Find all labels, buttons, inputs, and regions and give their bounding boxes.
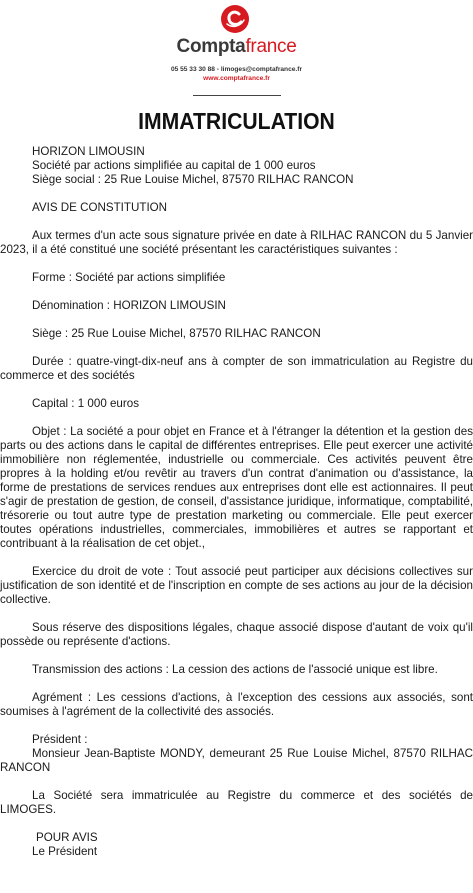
signature-president: Le Président xyxy=(32,845,98,858)
paragraph-intro: Aux termes d'un acte sous signature privée en date à RILHAC RANCON du 5 Janvier 2023, il a été constitué une société présentant les caractéristiques suivantes : xyxy=(0,229,473,256)
brand-part-1: Compta xyxy=(176,36,246,57)
notice-heading: AVIS DE CONSTITUTION xyxy=(32,201,168,214)
signature-pour-avis: POUR AVIS xyxy=(36,831,98,844)
paragraph-forme: Forme : Société par actions simplifiée xyxy=(32,271,226,284)
notice-body xyxy=(0,145,473,859)
paragraph-objet: Objet : La société a pour objet en France et à l'étranger la détention et la gestion des parts ou des actions dans le capital de différentes entreprises. Elle peut exercer une activité immobilière non réglementée, industrielle ou commerciale. Ces activités peuvent être propres à la holding et/ou revêtir au travers d'un contrat d'animation ou d'assistance, la forme de prestations de services rendues aux entreprises dont elle est actionnaires. Il peut s'agir de prestation de gestion, de conseil, d'assistance juridique, informatique, comptabilité, trésorerie ou tout autre type de prestation marketing ou commerciale. Elle peut exercer toutes opérations industrielles, commerciales, immobilières et autres se rapportant et contribuant à la réalisation de cet objet., xyxy=(0,425,473,550)
paragraph-reserve: Sous réserve des dispositions légales, chaque associé dispose d'autant de voix qu'il possède ou représente d'actions. xyxy=(0,621,473,648)
contact-line: 05 55 33 30 88 - limoges@comptafrance.fr xyxy=(170,66,303,73)
header-divider xyxy=(193,95,281,96)
paragraph-vote: Exercice du droit de vote : Tout associé peut participer aux décisions collectives sur justification de son identité et de l'inscription en compte de ses actions au jour de la décision collective. xyxy=(0,565,473,606)
publisher-header xyxy=(0,0,473,100)
company-name: HORIZON LIMOUSIN xyxy=(32,145,145,158)
paragraph-siege: Siège : 25 Rue Louise Michel, 87570 RILHAC RANCON xyxy=(32,327,321,340)
paragraph-agrement: Agrément : Les cessions d'actions, à l'exception des cessions aux associés, sont soumises à l'agrément de la collectivité des associés. xyxy=(0,691,473,718)
president-label: Président : xyxy=(32,733,88,746)
paragraph-transmission: Transmission des actions : La cession des actions de l'associé unique est libre. xyxy=(32,663,438,676)
comptafrance-logo-icon xyxy=(221,5,249,33)
paragraph-immatriculation: La Société sera immatriculée au Registre du commerce et des sociétés de LIMOGES. xyxy=(0,789,473,816)
brand-part-2: france xyxy=(245,36,297,57)
paragraph-duree: Durée : quatre-vingt-dix-neuf ans à compter de son immatriculation au Registre du commerce et des sociétés xyxy=(0,355,473,382)
paragraph-denomination: Dénomination : HORIZON LIMOUSIN xyxy=(32,299,226,312)
brand-name xyxy=(0,36,473,58)
page-title: IMMATRICULATION xyxy=(138,108,335,134)
company-seat: Siège social : 25 Rue Louise Michel, 87570 RILHAC RANCON xyxy=(32,173,354,186)
website-line: www.comptafrance.fr xyxy=(203,75,270,82)
paragraph-capital: Capital : 1 000 euros xyxy=(32,397,139,410)
president-name: Monsieur Jean-Baptiste MONDY, demeurant 25 Rue Louise Michel, 87570 RILHAC RANCON xyxy=(0,747,473,774)
company-form-capital: Société par actions simplifiée au capital de 1 000 euros xyxy=(32,159,316,172)
